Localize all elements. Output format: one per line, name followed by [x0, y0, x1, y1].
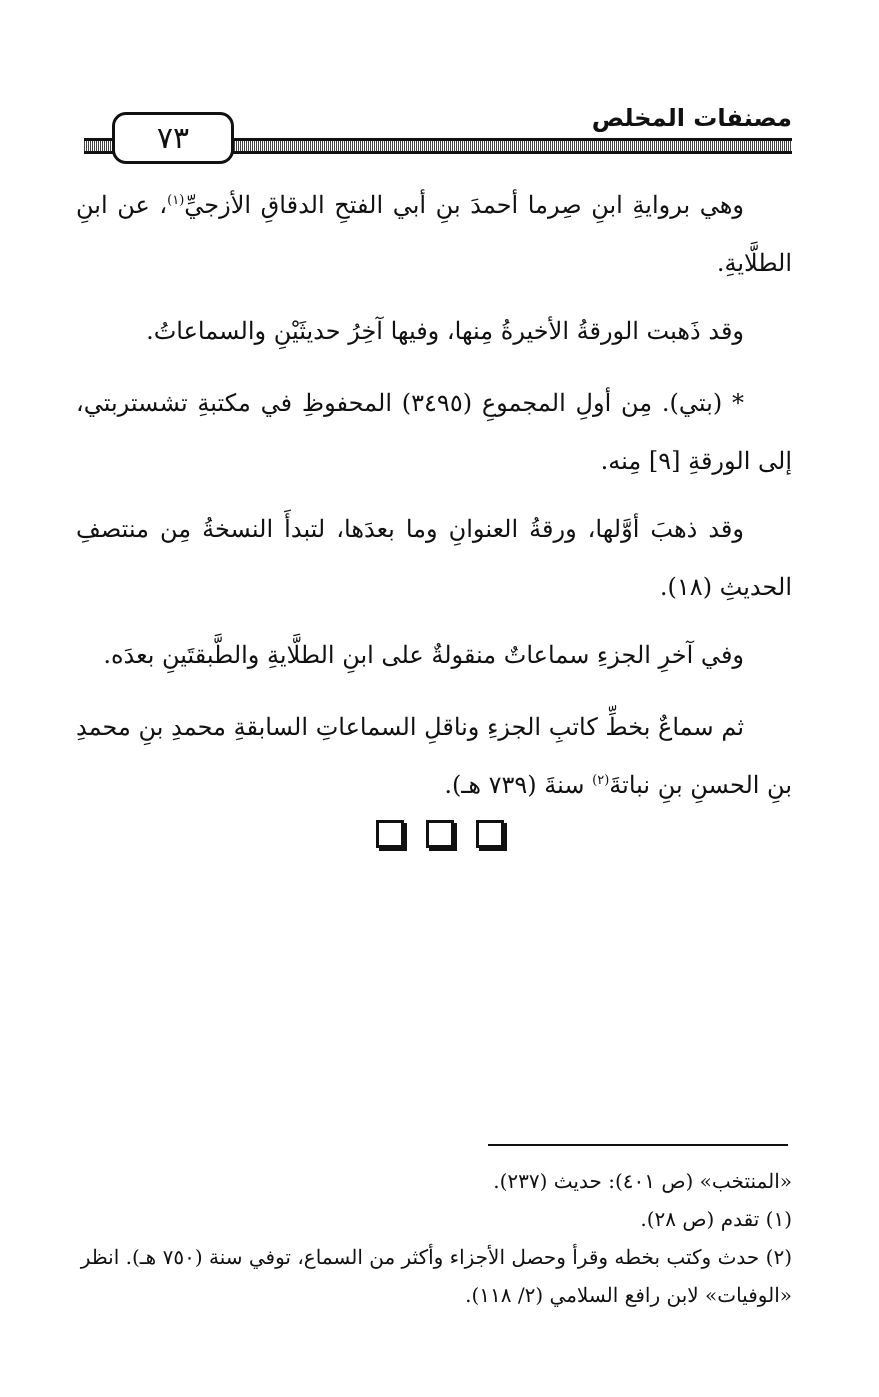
paragraph-6-text: ثم سماعٌ بخطِّ كاتبِ الجزءِ وناقلِ السماعاتِ السابقةِ محمدِ بنِ محمدِ بنِ الحسنِ بنِ نباتةَ — [76, 713, 792, 799]
section-end-ornament — [0, 820, 879, 848]
paragraph-5: وفي آخرِ الجزءِ سماعاتٌ منقولةٌ على ابنِ الطلَّايةِ والطَّبقتَينِ بعدَه. — [103, 641, 744, 669]
footnote-source: «المنتخب» (ص ٤٠١): حديث (٢٣٧). — [493, 1169, 792, 1193]
running-title: مصنفات المخلص — [582, 104, 792, 132]
paragraph-6-end: سنةَ (٧٣٩ هـ). — [444, 771, 593, 799]
paragraph-3: * (بتي). مِن أولِ المجموعِ (٣٤٩٥) المحفوظِ في مكتبةِ تشستربتي، إلى الورقةِ [٩] مِنه. — [76, 389, 792, 475]
square-ornament-icon — [476, 820, 504, 848]
page-header — [84, 104, 792, 164]
square-ornament-icon — [376, 820, 404, 848]
main-text — [76, 176, 792, 828]
square-ornament-icon — [426, 820, 454, 848]
footnote-1: (١) تقدم (ص ٢٨). — [640, 1207, 792, 1231]
paragraph-1-end: ، عن ابنِ الطلَّايةِ. — [76, 191, 792, 277]
paragraph-6 — [76, 698, 792, 814]
footnote-2: (٢) حدث وكتب بخطه وقرأ وحصل الأجزاء وأكثر من السماع، توفي سنة (٧٥٠ هـ). انظر «الوفيات» لابن رافع السلامي (٢/ ١١٨). — [80, 1245, 792, 1307]
footnote-ref-1: (١) — [167, 193, 185, 208]
footnote-ref-2: (٢) — [592, 773, 610, 788]
page-number: ٧٣ — [112, 112, 234, 164]
paragraph-2: وقد ذَهبت الورقةُ الأخيرةُ مِنها، وفيها آخِرُ حديثَيْنِ والسماعاتُ. — [146, 317, 744, 345]
paragraph-1-text: وهي بروايةِ ابنِ صِرما أحمدَ بنِ أبي الفتحِ الدقاقِ الأزجيِّ — [184, 191, 744, 219]
footnote-separator — [488, 1144, 788, 1146]
paragraph-1 — [76, 176, 792, 292]
footnotes — [76, 1162, 792, 1314]
paragraph-4: وقد ذهبَ أوَّلها، ورقةُ العنوانِ وما بعدَها، لتبدأَ النسخةُ مِن منتصفِ الحديثِ (١٨). — [76, 515, 792, 601]
